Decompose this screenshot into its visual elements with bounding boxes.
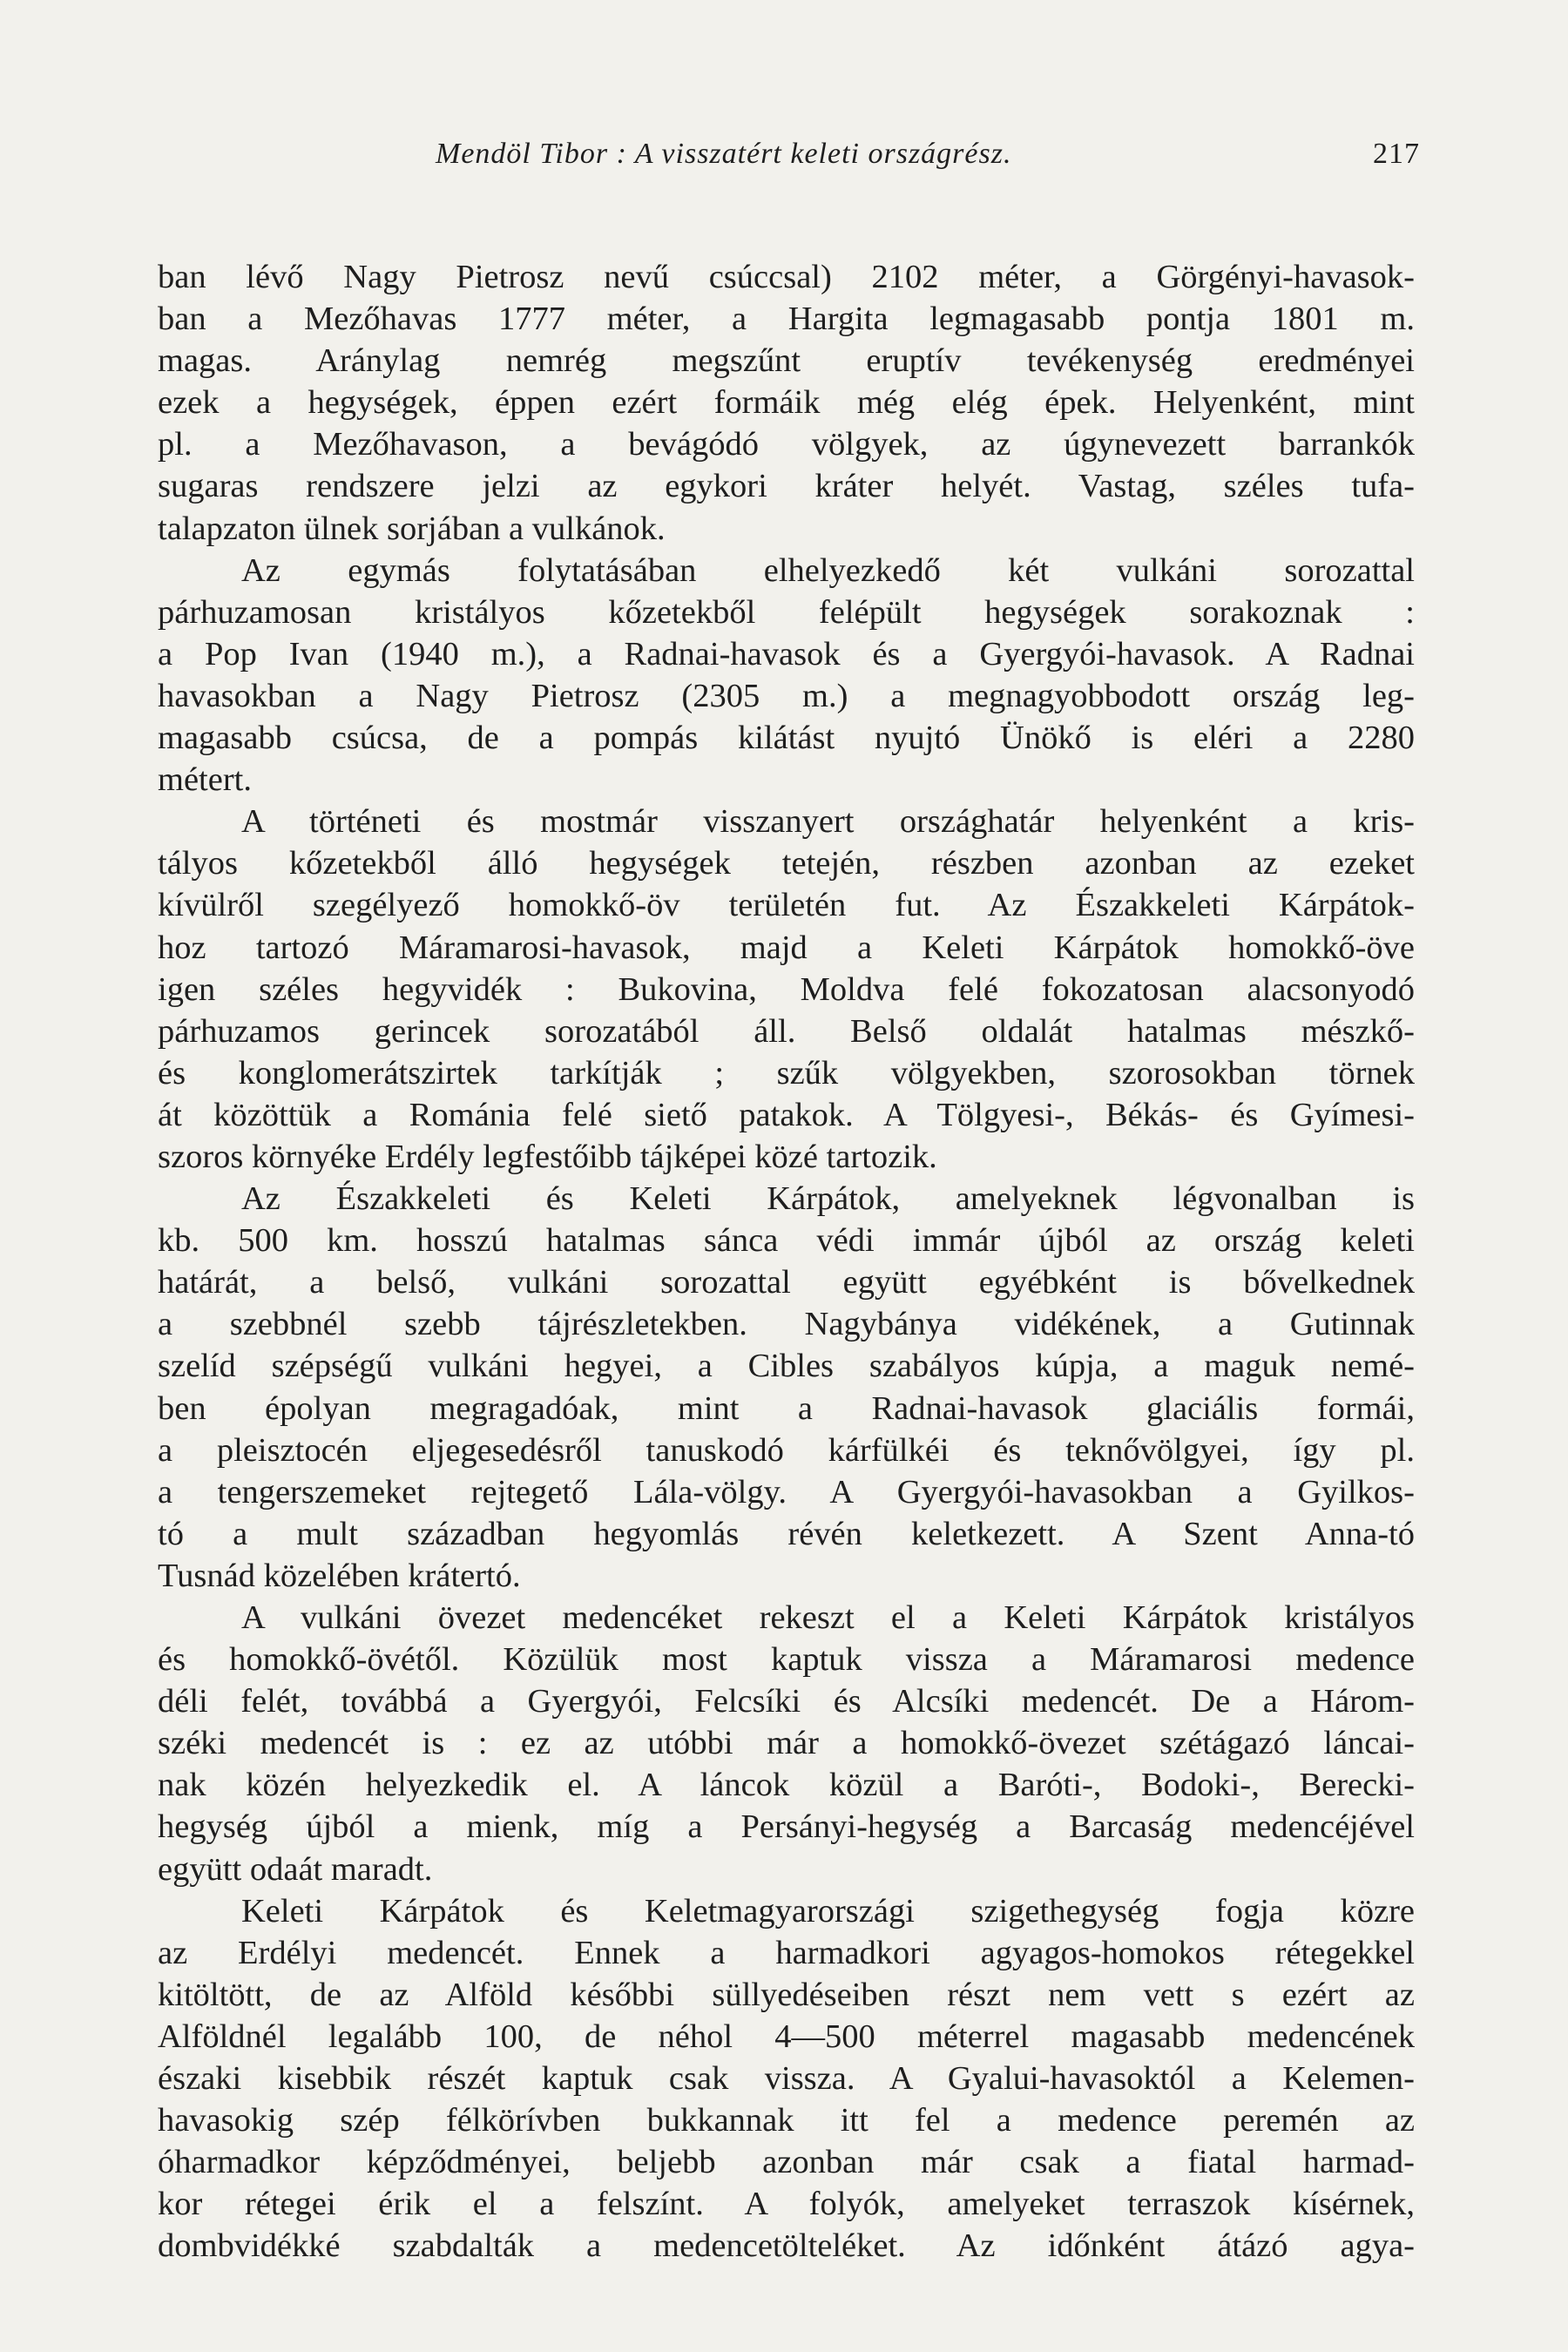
text-line: a pleisztocén eljegesedésről tanuskodó kárfülkéi és teknővölgyei, így pl. <box>158 1431 1415 1469</box>
text-line: határát, a belső, vulkáni sorozattal együtt egyébként is bővelkednek <box>158 1264 1415 1301</box>
text-line: északi kisebbik részét kaptuk csak vissza. A Gyalui-havasoktól a Kelemen- <box>158 2060 1415 2098</box>
text-line: ben épolyan megragadóak, mint a Radnai-havasok glaciális formái, <box>158 1389 1415 1427</box>
text-line: ban lévő Nagy Pietrosz nevű csúccsal) 2102 méter, a Görgényi-havasok- <box>158 259 1415 295</box>
text-line: ezek a hegységek, éppen ezért formáik még elég épek. Helyenként, mint <box>158 384 1415 422</box>
text-line: sugaras rendszere jelzi az egykori kráter helyét. Vastag, széles tufa- <box>158 468 1415 505</box>
text-line: a Pop Ivan (1940 m.), a Radnai-havasok és a Gyergyói-havasok. A Radnai <box>158 635 1415 672</box>
text-line: magas. Aránylag nemrég megszűnt eruptív tevékenység eredményei <box>158 342 1415 380</box>
text-line: együtt odaát maradt. <box>158 1850 433 1888</box>
text-line: óharmadkor képződményei, beljebb azonban már csak a fiatal harmad- <box>158 2144 1415 2181</box>
text-line: métert. <box>158 761 252 799</box>
page-header <box>161 138 1420 176</box>
text-line: hegység újból a mienk, míg a Persányi-hegység a Barcaság medencéjével <box>158 1808 1415 1846</box>
body-text <box>158 256 1415 2268</box>
text-line: déli felét, továbbá a Gyergyói, Felcsíki és Alcsíki medencét. De a Három- <box>158 1683 1415 1720</box>
text-line: Tusnád közelében krátertó. <box>158 1557 521 1594</box>
text-line: Alföldnél legalább 100, de néhol 4—500 méterrel magasabb medencének <box>158 2017 1415 2055</box>
text-line: az Erdélyi medencét. Ennek a harmadkori agyagos-homokos rétegekkel <box>158 1934 1415 1971</box>
text-line: tályos kőzetekből álló hegységek tetején, részben azonban az ezeket <box>158 845 1415 882</box>
text-line: széki medencét is : ez az utóbbi már a homokkő-övezet szétágazó láncai- <box>158 1725 1415 1762</box>
text-line: talapzaton ülnek sorjában a vulkánok. <box>158 510 666 547</box>
text-line: A vulkáni övezet medencéket rekeszt el a Keleti Kárpátok kristályos <box>241 1599 1415 1636</box>
text-line: havasokig szép félkörívben bukkannak itt fel a medence peremén az <box>158 2102 1415 2139</box>
text-line: szelíd szépségű vulkáni hegyei, a Cibles szabályos kúpja, a maguk nemé- <box>158 1348 1415 1385</box>
text-line: szoros környéke Erdély legfestőibb tájképei közé tartozik. <box>158 1138 937 1175</box>
text-line: és konglomerátszirtek tarkítják ; szűk völgyekben, szorosokban törnek <box>158 1054 1415 1092</box>
text-line: igen széles hegyvidék : Bukovina, Moldva felé fokozatosan alacsonyodó <box>158 970 1415 1008</box>
text-line: havasokban a Nagy Pietrosz (2305 m.) a megnagyobbodott ország leg- <box>158 677 1415 714</box>
text-line: hoz tartozó Máramarosi-havasok, majd a Keleti Kárpátok homokkő-öve <box>158 929 1415 966</box>
text-line: A történeti és mostmár visszanyert országhatár helyenként a kris- <box>241 803 1415 841</box>
text-line: párhuzamos gerincek sorozatából áll. Belső oldalát hatalmas mészkő- <box>158 1012 1415 1050</box>
text-line: tó a mult században hegyomlás révén keletkezett. A Szent Anna-tó <box>158 1515 1415 1552</box>
running-title: Mendöl Tibor : A visszatért keleti országrész. <box>436 138 1012 170</box>
text-line: Az Északkeleti és Keleti Kárpátok, amelyeknek légvonalban is <box>241 1180 1415 1218</box>
text-line: pl. a Mezőhavason, a bevágódó völgyek, az úgynevezett barrankók <box>158 426 1415 463</box>
text-line: a szebbnél szebb tájrészletekben. Nagybánya vidékének, a Gutinnak <box>158 1306 1415 1343</box>
text-line: kívülről szegélyező homokkő-öv területén fut. Az Északkeleti Kárpátok- <box>158 887 1415 924</box>
text-line: ban a Mezőhavas 1777 méter, a Hargita legmagasabb pontja 1801 m. <box>158 301 1415 338</box>
text-line: Az egymás folytatásában elhelyezkedő két vulkáni sorozattal <box>241 551 1415 589</box>
page-number: 217 <box>1373 138 1420 170</box>
text-line: magasabb csúcsa, de a pompás kilátást nyujtó Ünökő is eléri a 2280 <box>158 720 1415 757</box>
text-line: párhuzamosan kristályos kőzetekből felépült hegységek sorakoznak : <box>158 593 1415 631</box>
text-line: és homokkő-övétől. Közülük most kaptuk vissza a Máramarosi medence <box>158 1641 1415 1679</box>
text-line: kitöltött, de az Alföld későbbi süllyedéseiben részt nem vett s ezért az <box>158 1976 1415 2013</box>
text-line: át közöttük a Románia felé siető patakok. A Tölgyesi-, Békás- és Gyímesi- <box>158 1096 1415 1133</box>
text-line: Keleti Kárpátok és Keletmagyarországi szigethegység fogja közre <box>241 1892 1415 1930</box>
text-line: dombvidékké szabdalták a medencetölteléket. Az időnként átázó agya- <box>158 2227 1415 2265</box>
text-line: nak közén helyezkedik el. A láncok közül a Baróti-, Bodoki-, Berecki- <box>158 1767 1415 1804</box>
text-line: a tengerszemeket rejtegető Lála-völgy. A Gyergyói-havasokban a Gyilkos- <box>158 1473 1415 1511</box>
text-line: kb. 500 km. hosszú hatalmas sánca védi immár újból az ország keleti <box>158 1222 1415 1260</box>
text-line: kor rétegei érik el a felszínt. A folyók, amelyeket terraszok kísérnek, <box>158 2186 1415 2223</box>
